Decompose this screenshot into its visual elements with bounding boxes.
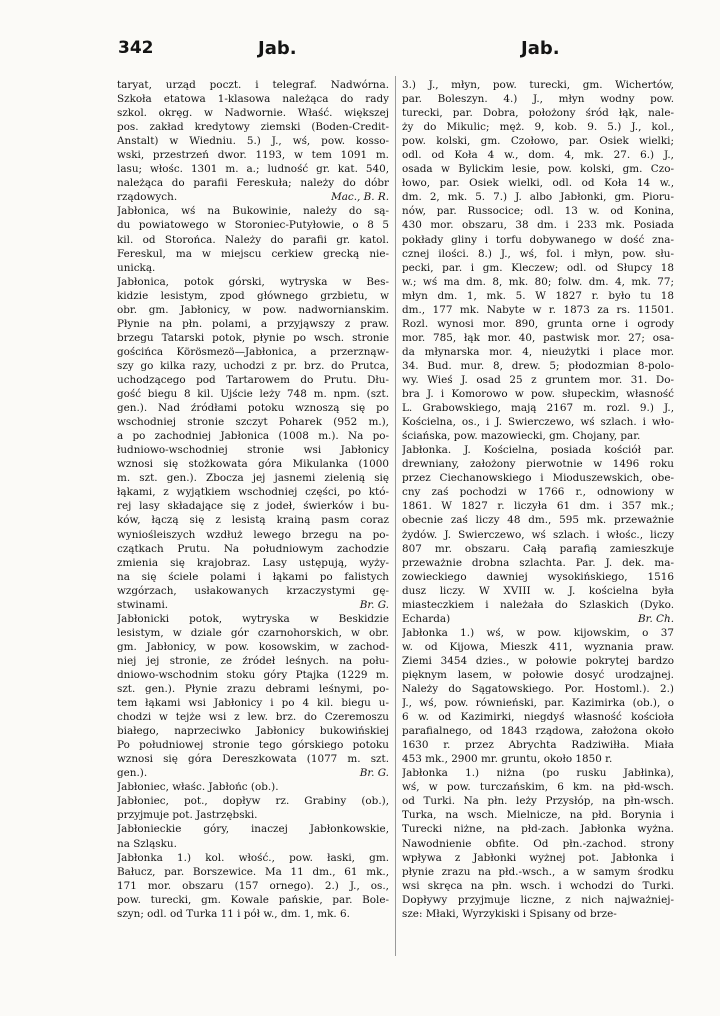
text-line: ży do Mikulic; męż. 9, kob. 9. 5.) J., kol.,	[402, 121, 674, 134]
text-line: Po południowej stronie tego górskiego potoku	[117, 739, 389, 752]
text-line: łudniowo-wschodniej stronie wsi Jabłonicy	[117, 444, 389, 457]
text-line: obr. gm. Jabłonicy, w pow. nadwornianskim.	[117, 303, 389, 316]
text-line: Jabłonka 1.) wś, w pow. kijowskim, o 37	[402, 626, 674, 639]
text-line: Jabłonicki potok, wytryska w Beskidzie	[117, 612, 389, 625]
text-line: rządowych. Mac., B. R.	[117, 191, 389, 204]
text-line: mor. 785, łąk mor. 40, pastwisk mor. 27; osa-	[402, 331, 674, 344]
text-line: wznosi się stożkowata góra Mikulanka (1000	[117, 458, 389, 471]
text-line: szyn; odl. od Turka 11 i pół w., dm. 1, mk. 6.	[117, 907, 350, 920]
text-line: 1630 r. przez Abrychta Radziwiłła. Miała	[402, 739, 674, 752]
text-line: pokłady gliny i torfu dobywanego w dość zna-	[402, 233, 674, 246]
text-line: Ziemi 3454 dzies., w połowie pokrytej bardzo	[402, 654, 674, 667]
text-line: Płynie na płn. polami, a przyjąwszy z praw.	[117, 317, 389, 330]
text-line: parafialnego, od 1843 rządowa, założona około	[402, 725, 674, 738]
text-line: kidzie lesistym, zpod głównego grzbietu, w	[117, 289, 389, 302]
text-line: gość biegu 8 kil. Ujście leży 748 m. npm. (szt.	[117, 388, 389, 401]
text-line: lasu; włośc. 1301 m. a.; ludność gr. kat. 540,	[117, 163, 389, 176]
text-line: w. od Kijowa, Mieszk 411, wyznania praw.	[402, 640, 674, 653]
text-line: chodzi w tejże wsi z lew. brz. do Czeremoszu	[117, 711, 389, 724]
text-line: dm., 177 mk. Nabyte w r. 1873 za rs. 11501.	[402, 303, 674, 316]
text-line: Jabłonieckie góry, inaczej Jabłonkowskie,	[117, 823, 389, 836]
text-line: Turka, na wsch. Mielniczе, na płd. Borynia i	[402, 809, 674, 822]
text-line: łowo, par. Osiek wielki, odl. od Koła 14 w.,	[402, 177, 674, 190]
text-line: wsi skręca na płn. wsch. i wchodzi do Turki.	[402, 879, 674, 892]
text-line: Jabłoniec, pot., dopływ rz. Grabiny (ob.),	[117, 795, 389, 808]
text-line: wyniośleiszych wzdłuż lewego brzegu na po-	[117, 528, 389, 541]
text-line: na Szląsku.	[117, 837, 177, 850]
text-line: Anstalt) w Wiedniu. 5.) J., wś, pow. kosso-	[117, 135, 389, 148]
text-line: drewniany, założony pierwotnie w 1496 roku	[402, 458, 674, 471]
text-line: Rozl. wynosi mor. 890, grunta orne i ogrody	[402, 317, 674, 330]
text-line: pecki, par. i gm. Kleczew; odl. od Słupcy 18	[402, 261, 674, 274]
text-line: taryat, urząd poczt. i telegraf. Nadwórna.	[117, 79, 389, 91]
text-line: Fereskul, ma w miejscu cerkiew grecką nie-	[117, 247, 389, 260]
text-line: gen.). Br. G.	[117, 767, 389, 780]
text-line: lesistym, w dziale gór czarnohorskich, w obr.	[117, 626, 389, 639]
text-line: wski, przestrzeń dwor. 1193, w tem 1091 m.	[117, 149, 389, 162]
text-line: obecnie zaś liczy 48 dm., 595 mk. przeważnie	[402, 514, 674, 527]
text-line: gościńca Körösmezö—Jabłonica, a przerznąw-	[117, 345, 389, 358]
text-line: m. szt. gen.). Zboczа jej jasnemi zielenią się	[117, 472, 389, 485]
text-line: kil. od Storońca. Należy do parafii gr. katol.	[117, 233, 389, 246]
text-line: da młynarska mor. 4, nieużytki i place mor.	[402, 345, 674, 358]
text-line: zmienia się krajobraz. Lasy ustępują, wyży-	[117, 556, 389, 569]
text-line: wś, w pow. turczańskim, 6 km. na płd-wsch.	[402, 781, 674, 794]
text-line: Jabłonka 1.) kol. włość., pow. łaski, gm.	[117, 851, 389, 864]
text-line: czątkach Prutu. Na południowym zachodzie	[117, 542, 389, 555]
text-line: Należy do Sągatowskiego. Por. Hostoml.). 2.)	[402, 683, 674, 696]
text-line: osada w Bylickim lesie, pow. kolski, gm. Czo-	[402, 163, 674, 176]
text-line: wznosi się góra Dereszkowata (1077 m. szt.	[117, 753, 389, 766]
text-line: Jabłonica, potok górski, wytryska w Bes-	[117, 275, 389, 288]
text-line: gen.). Nad źródłami potoku wznoszą się po	[117, 402, 389, 415]
text-line: łąkami, z wyjątkiem wschodniej części, po któ-	[117, 486, 389, 499]
text-line: 807 mr. obszaru. Całą parafią zamieszkuje	[402, 542, 674, 555]
text-line: zowieckiego dawniej wysokińskiego, 1516	[402, 570, 674, 583]
left-running-head: Jab.	[258, 38, 297, 59]
text-line: tem łąkami wsi Jabłonicy i po 4 kil. biegu u-	[117, 697, 389, 710]
text-line: białego, naprzeciwko Jabłonicy bukowińskiej	[117, 725, 389, 738]
page-header	[118, 38, 666, 62]
text-line: żydów. J. Swierczewo, wś szlach. i włośc., liczy	[402, 528, 674, 541]
page-number: 342	[118, 38, 154, 58]
text-line: brzegu Tatarski potok, płynie po wsch. stronie	[117, 331, 389, 344]
text-line: uchodzącego pod Tartarowem do Prutu. Dłu-	[117, 373, 389, 386]
text-line: pow. turecki, gm. Kowale pańskie, par. Bole-	[117, 893, 389, 906]
text-line: bra J. i Komorowo w pow. słupeckim, własność	[402, 388, 674, 401]
text-line: stwinami. Br. G.	[117, 598, 389, 611]
text-line: J., wś, pow. równieński, par. Kazimirka (ob.), o	[402, 697, 674, 710]
left-column	[117, 78, 389, 921]
text-line: szkol. okręg. w Nadwornie. Właść. większej	[117, 107, 389, 120]
text-line: Turecki niżne, na płd-zach. Jabłonka wyżna.	[402, 823, 674, 836]
text-line: płynie zrazu na płd.-wsch., a w samym środku	[402, 865, 674, 878]
text-line: w.; wś ma dm. 8, mk. 80; folw. dm. 4, mk. 77;	[402, 275, 674, 288]
text-line: cznej ilości. 8.) J., wś, fol. i młyn, pow. słu-	[402, 247, 674, 260]
text-line: ściańska, pow. mazowiecki, gm. Chojany, par.	[402, 430, 641, 443]
text-line: pow. kolski, gm. Czołowo, par. Osiek wielki;	[402, 135, 674, 148]
text-line: szy go kilka razy, uchodzi z pr. brz. do Prutca,	[117, 359, 389, 372]
text-line: sze: Młaki, Wyrzykiski i Spisany od brze-	[402, 907, 617, 920]
text-line: gm. Jabłonicy, w pow. kosowskim, w zachod-	[117, 640, 389, 653]
text-line: przez Ciechanowskiego i Mioduszewskich, obe-	[402, 472, 674, 485]
text-line: turecki, par. Dobra, położony śród łąk, nale-	[402, 107, 674, 120]
text-line: Dopływy przyjmuje liczne, z nich najważniej-	[402, 893, 674, 906]
text-line: du powiatowego w Storoniec-Putyłowie, o 8 5	[117, 219, 389, 232]
text-line: 34. Bud. mur. 8, drew. 5; płodozmian 8-polo-	[402, 359, 674, 372]
text-line: Jabłoniec, właśc. Jabłońc (ob.).	[117, 781, 279, 794]
text-line: wy. Wieś J. osad 25 z gruntem mor. 31. Do-	[402, 373, 674, 386]
column-divider	[395, 76, 396, 956]
text-line: na się ściele polami i łąkami po falistych	[117, 570, 389, 583]
text-line: od Turki. Na płn. leży Przysłóp, na płn-wsch.	[402, 795, 674, 808]
text-line: szt. gen.). Płynie zrazu debrami leśnymi, po-	[117, 683, 389, 696]
text-line: Jabłonica, wś na Bukowinie, należy do są-	[117, 205, 389, 218]
text-line: pięknym lasem, w połowie dosyć urodzajnej.	[402, 668, 674, 681]
text-line: par. Boleszyn. 4.) J., młyn wodny pow.	[402, 93, 674, 106]
text-line: Szkoła etatowa 1-klasowa należąca do rady	[117, 93, 389, 106]
text-line: 171 mor. obszaru (157 ornego). 2.) J., os.,	[117, 879, 389, 892]
text-line: pos. zakład kredytowy ziemski (Boden-Credit-	[117, 121, 389, 134]
text-line: Bałucz, par. Borszewice. Ma 11 dm., 61 mk.,	[117, 865, 389, 878]
text-line: przyjmuje pot. Jastrzębski.	[117, 809, 258, 822]
text-line: dusz liczy. W XVIII w. J. kościelna była	[402, 584, 674, 597]
text-line: 6 w. od Kazimirki, niegdyś własność kościoła	[402, 711, 674, 724]
text-line: Jabłonka 1.) niżna (po rusku Jabłinka),	[402, 767, 674, 780]
text-line: 430 mor. obszaru, 38 dm. i 233 mk. Posiada	[402, 219, 674, 232]
text-line: unicką.	[117, 261, 156, 274]
text-line: Jabłonka. J. Kościelna, posiada kościół par.	[402, 444, 674, 457]
text-line: wschodniej stronie szczyt Poharek (952 m.),	[117, 416, 389, 429]
text-line: Kościelna, os., i J. Swierczewo, wś szlach. i wło-	[402, 416, 674, 429]
text-line: L. Grabowskiego, mają 2167 m. rozl. 9.) J.,	[402, 402, 674, 415]
text-line: ków, łączą się z lesistą krainą pasm coraz	[117, 514, 389, 527]
text-line: 1861. W 1827 r. liczyła 61 dm. i 357 mk.;	[402, 500, 674, 513]
text-line: nów, par. Russocice; odl. 13 w. od Konina,	[402, 205, 674, 218]
text-line: rej lasy składające się z jodeł, świerków i bu-	[117, 500, 389, 513]
text-line: młyn dm. 1, mk. 5. W 1827 r. było tu 18	[402, 289, 674, 302]
text-line: Nawodnienie obfite. Od płn.-zachod. strony	[402, 837, 674, 850]
text-line: cny zaś pochodzi w 1766 r., odnowiony w	[402, 486, 674, 499]
right-running-head: Jab.	[521, 38, 560, 59]
text-line: należąca do parafii Fereskuła; należy do dóbr	[117, 177, 389, 190]
text-line: wpływa z Jabłonki wyżnej pot. Jabłonka i	[402, 851, 674, 864]
text-line: wzgórzach, usłakowanych krzaczystymi gę-	[117, 584, 389, 597]
text-line: Echarda) Br. Ch.	[402, 612, 674, 625]
text-line: dm. 2, mk. 5. 7.) J. albo Jabłonki, gm. Pioru-	[402, 191, 674, 204]
text-line: 3.) J., młyn, pow. turecki, gm. Wichertów,	[402, 79, 674, 91]
text-line: dniowo-wschodnim stoku góry Ptajka (1229 m.	[117, 668, 389, 681]
text-line: 453 mk., 2900 mr. gruntu, około 1850 r.	[402, 753, 613, 766]
text-line: odl. od Koła 4 w., dom. 4, mk. 27. 6.) J.,	[402, 149, 674, 162]
right-column	[402, 78, 674, 921]
text-line: a po zachodniej Jabłonica (1008 m.). Na po-	[117, 430, 389, 443]
text-line: niej jej stronie, ze źródeł leśnych. na połu-	[117, 654, 389, 667]
text-line: przeważnie drobna szlachta. Par. J. dek. ma-	[402, 556, 674, 569]
text-line: miasteczkiem i należała do Szlaskich (Dyko.	[402, 598, 674, 611]
